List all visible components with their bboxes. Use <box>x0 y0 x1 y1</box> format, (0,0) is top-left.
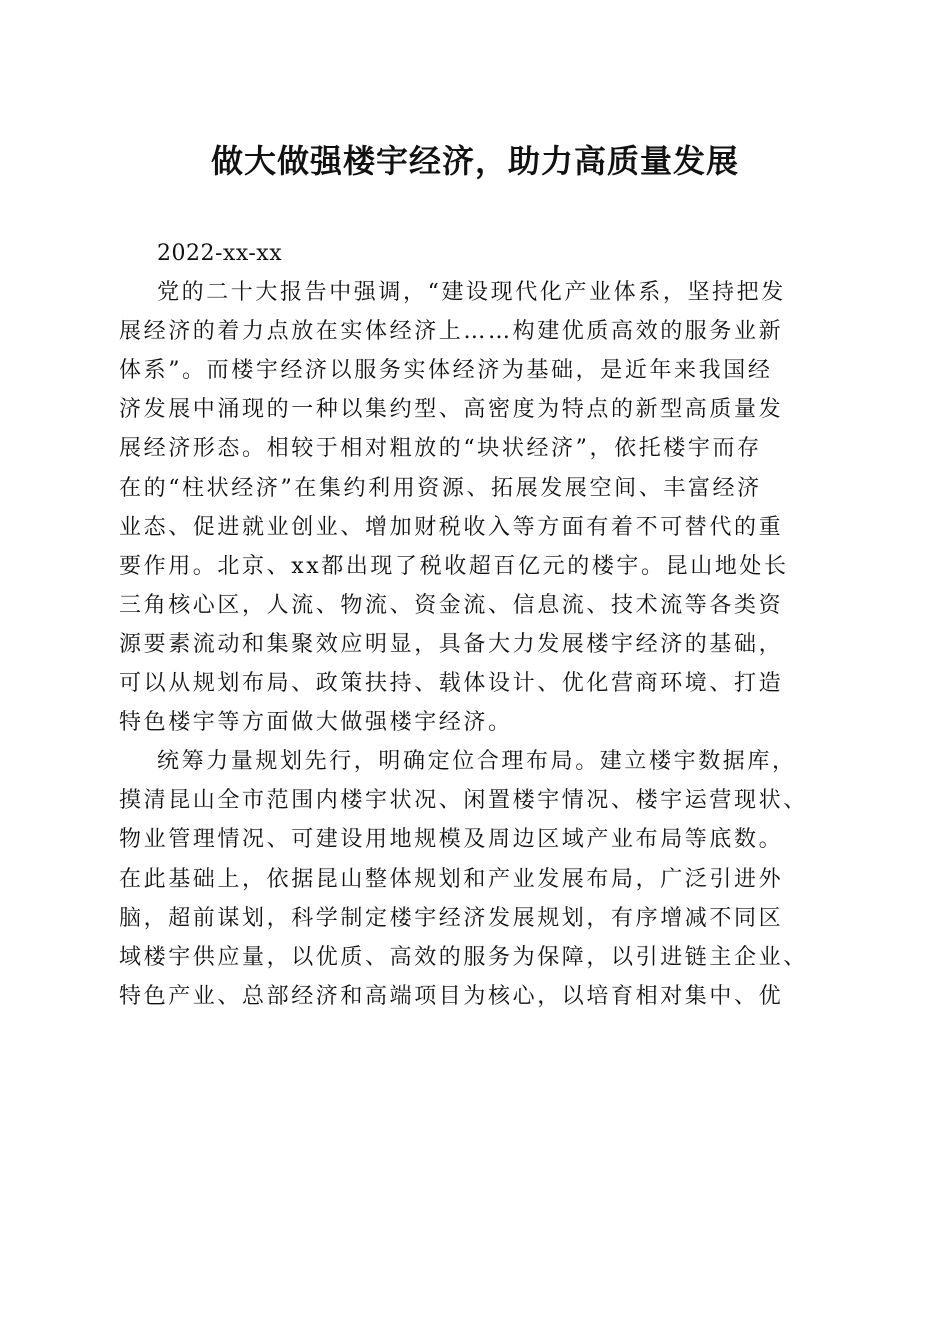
paragraph-line: 体系”。而楼宇经济以服务实体经济为基础，是近年来我国经 <box>119 358 773 384</box>
paragraph-line: 在的“柱状经济”在集约利用资源、拓展发展空间、丰富经济 <box>119 475 762 501</box>
paragraph-line: 业态、促进就业创业、增加财税收入等方面有着不可替代的重 <box>119 514 784 540</box>
document-title: 做大做强楼宇经济，助力高质量发展 <box>210 142 739 180</box>
paragraph-line: 展经济形态。相较于相对粗放的“块状经济”，依托楼宇而存 <box>119 436 762 462</box>
paragraph-line: 展经济的着力点放在实体经济上……构建优质高效的服务业新 <box>119 319 784 345</box>
document-body <box>119 234 839 1016</box>
paragraph-line: 源要素流动和集聚效应明显，具备大力发展楼宇经济的基础， <box>119 631 784 657</box>
paragraph-line: 要作用。北京、xx都出现了税收超百亿元的楼宇。昆山地处长 <box>119 553 789 579</box>
paragraph-line: 特色楼宇等方面做大做强楼宇经济。 <box>119 710 513 736</box>
paragraph-line: 统筹力量规划先行，明确定位合理布局。建立楼宇数据库， <box>157 749 797 775</box>
paragraph-line: 三角核心区，人流、物流、资金流、信息流、技术流等各类资 <box>119 592 784 618</box>
paragraph-line: 可以从规划布局、政策扶持、载体设计、优化营商环境、打造 <box>119 671 784 697</box>
paragraph-line: 在此基础上，依据昆山整体规划和产业发展布局，广泛引进外 <box>119 866 784 892</box>
paragraph-line: 脑，超前谋划，科学制定楼宇经济发展规划，有序增减不同区 <box>119 905 784 931</box>
paragraph-line: 物业管理情况、可建设用地规模及周边区域产业布局等底数。 <box>119 827 784 853</box>
document-date: 2022-xx-xx <box>157 241 283 266</box>
paragraph-line: 域楼宇供应量，以优质、高效的服务为保障，以引进链主企业、 <box>119 944 808 970</box>
paragraph-2 <box>119 742 839 1016</box>
paragraph-line: 摸清昆山全市范围内楼宇状况、闲置楼宇情况、楼宇运营现状、 <box>119 788 808 814</box>
paragraph-1 <box>119 273 839 742</box>
paragraph-line: 特色产业、总部经济和高端项目为核心，以培育相对集中、优 <box>119 983 784 1009</box>
paragraph-line: 党的二十大报告中强调，“建设现代化产业体系，坚持把发 <box>157 280 786 306</box>
paragraph-line: 济发展中涌现的一种以集约型、高密度为特点的新型高质量发 <box>119 397 784 423</box>
